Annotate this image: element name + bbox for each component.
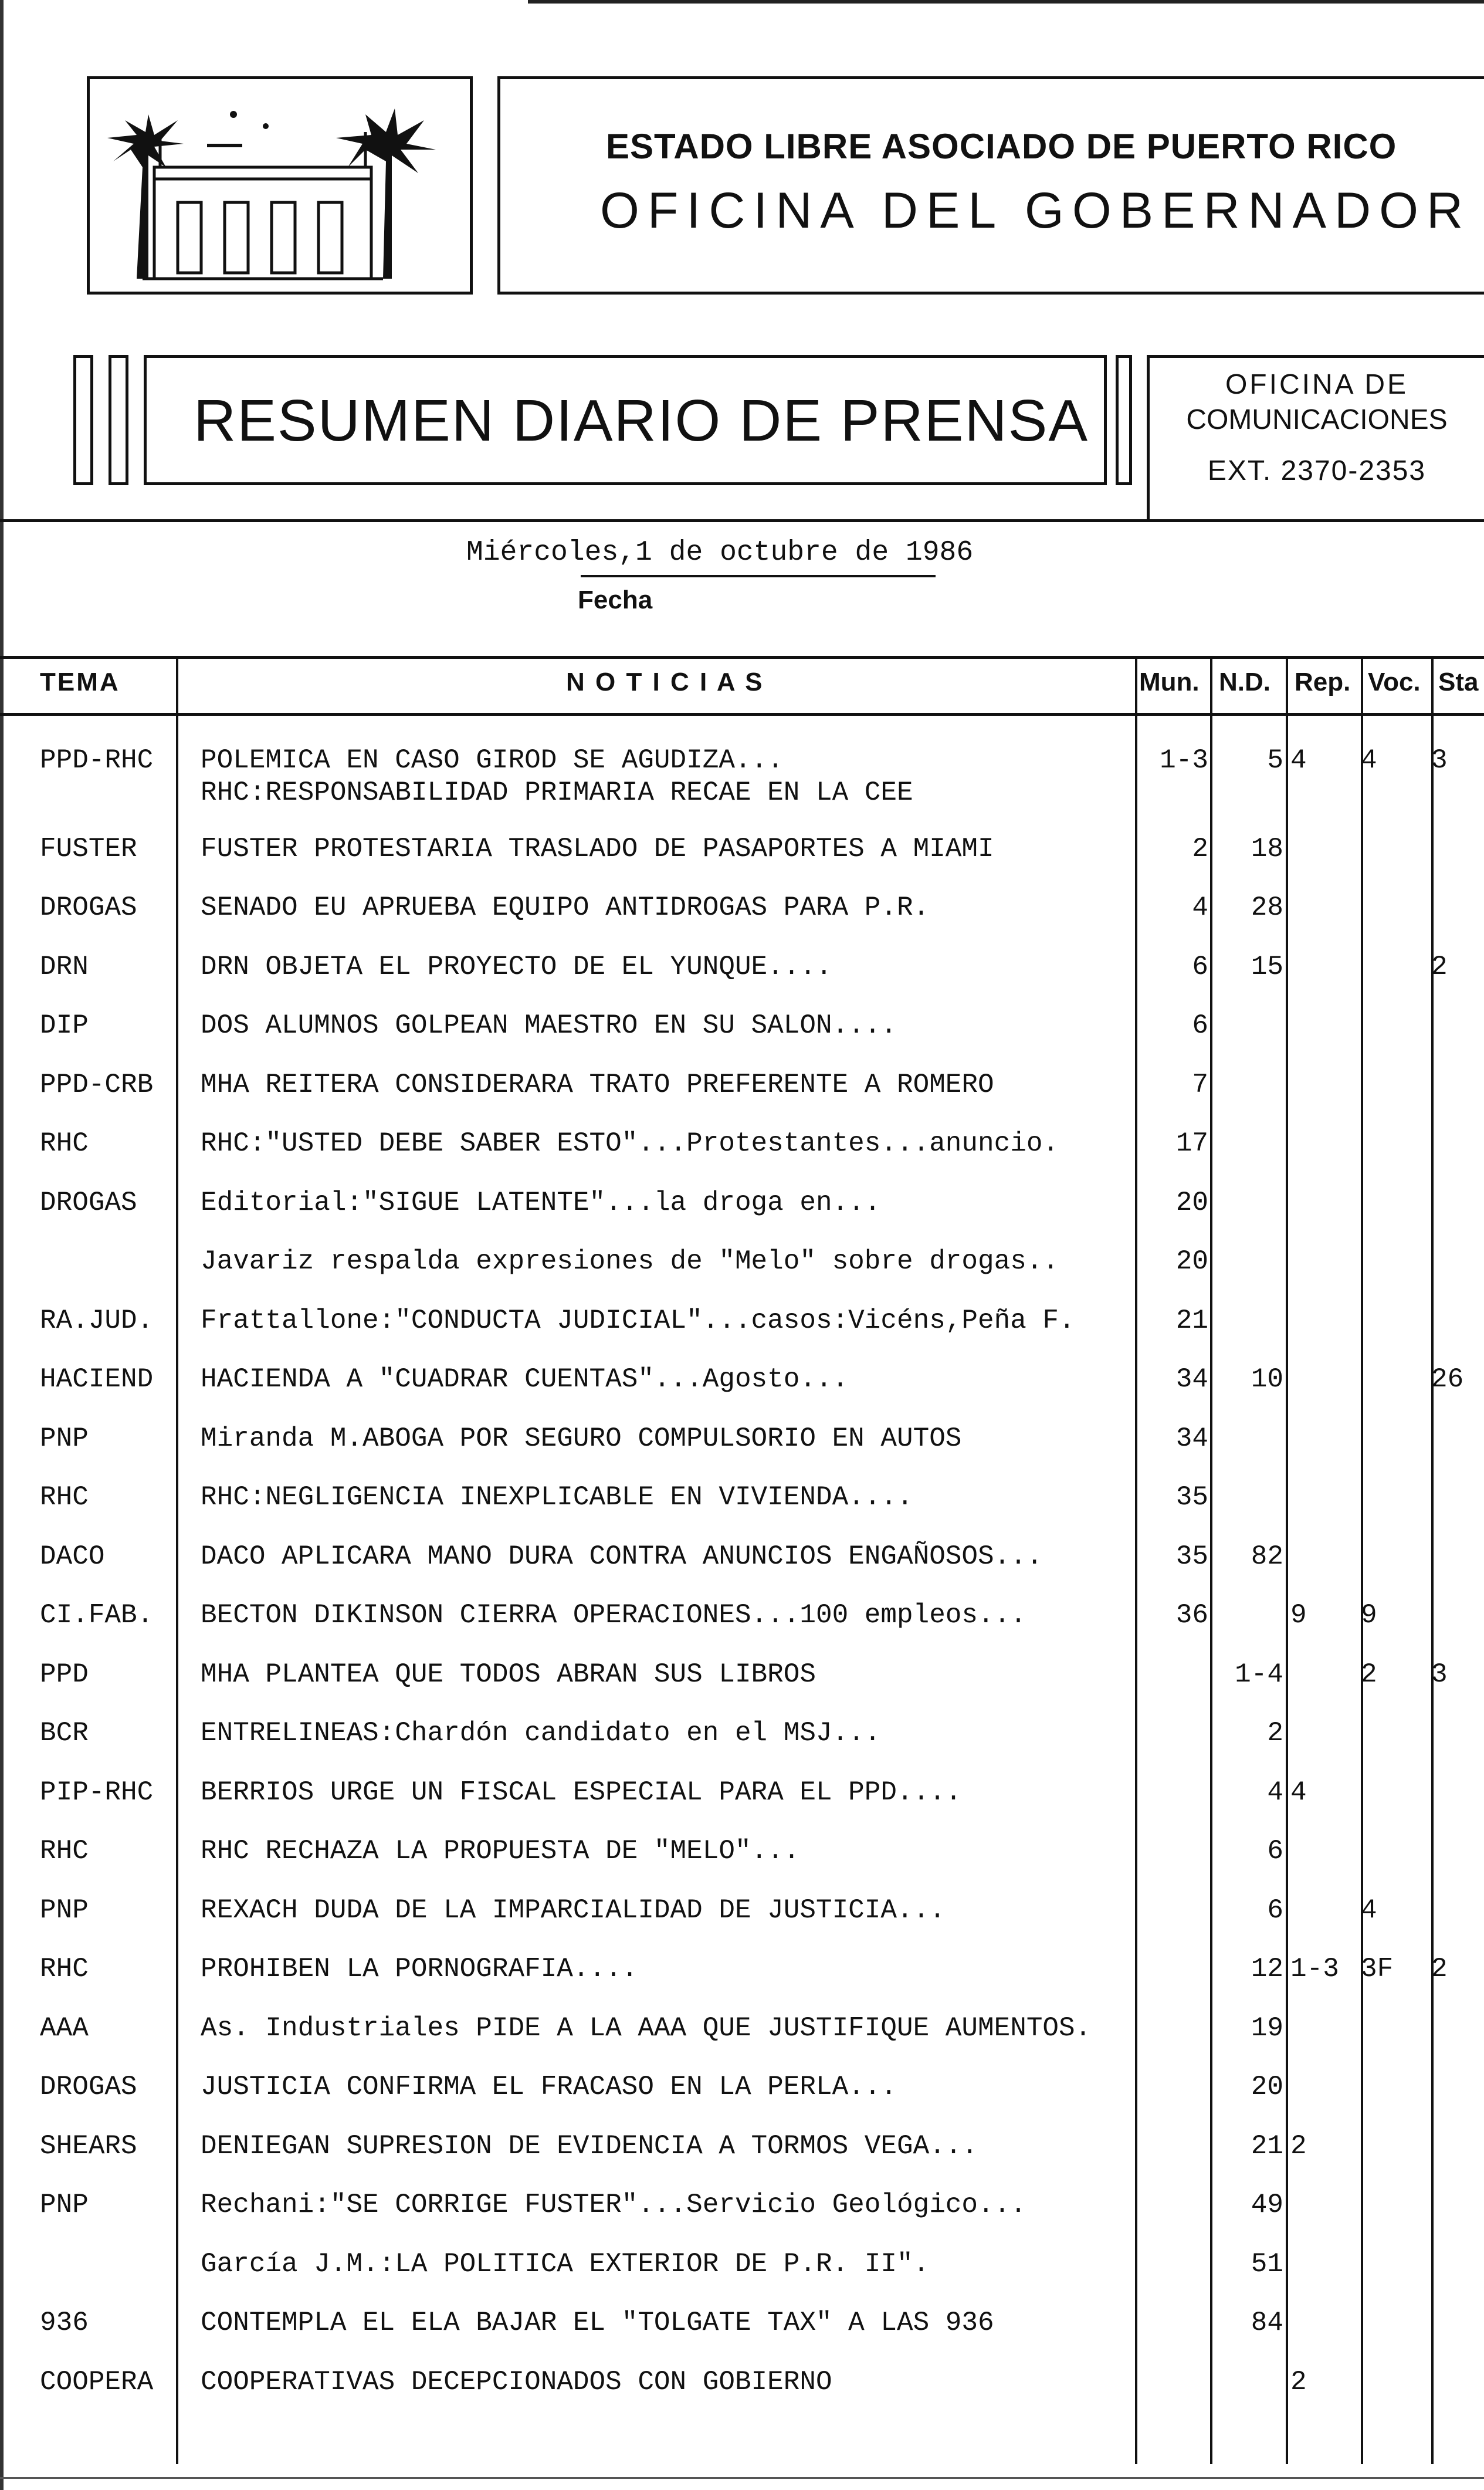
row-nd: 12	[1251, 1954, 1283, 1984]
row-tema: DROGAS	[40, 2072, 137, 2102]
row-noticia: Editorial:"SIGUE LATENTE"...la droga en...	[201, 1187, 881, 1218]
column-header-mun: Mun.	[1139, 668, 1200, 696]
row-noticia: POLEMICA EN CASO GIROD SE AGUDIZA...	[201, 745, 784, 776]
row-tema: HACIEND	[40, 1364, 154, 1395]
row-nd: 1-4	[1235, 1659, 1283, 1690]
row-nd: 18	[1251, 833, 1283, 864]
row-nd: 28	[1251, 892, 1283, 923]
table-row	[0, 1305, 1484, 1364]
row-noticia: Javariz respalda expresiones de "Melo" sobre drogas..	[201, 1246, 1059, 1277]
table-row	[0, 952, 1484, 1010]
table-row	[0, 2013, 1484, 2072]
table-row	[0, 1364, 1484, 1423]
row-mun: 34	[1175, 1423, 1208, 1454]
row-noticia: Miranda M.ABOGA POR SEGURO COMPULSORIO EN AUTOS	[201, 1423, 962, 1454]
row-tema: RHC	[40, 1836, 89, 1866]
row-tema: DROGAS	[40, 892, 137, 923]
logo-box	[87, 76, 473, 295]
table-row	[0, 2367, 1484, 2425]
row-mun: 20	[1175, 1246, 1208, 1277]
table-row	[0, 1070, 1484, 1128]
table-row	[0, 1010, 1484, 1069]
row-mun: 35	[1175, 1541, 1208, 1572]
banner-box	[144, 355, 1107, 485]
row-noticia: MHA PLANTEA QUE TODOS ABRAN SUS LIBROS	[201, 1659, 816, 1690]
row-tema: DRN	[40, 951, 89, 982]
row-nd: 49	[1251, 2190, 1283, 2220]
table-row	[0, 1188, 1484, 1246]
row-mun: 20	[1175, 1187, 1208, 1218]
row-noticia: PROHIBEN LA PORNOGRAFIA....	[201, 1954, 638, 1984]
table-row	[0, 2249, 1484, 2308]
row-noticia: FUSTER PROTESTARIA TRASLADO DE PASAPORTES A MIAMI	[201, 833, 994, 864]
row-tema: PPD-RHC	[40, 745, 154, 776]
row-mun: 17	[1175, 1128, 1208, 1159]
row-sta: 2	[1431, 951, 1448, 982]
row-noticia: ENTRELINEAS:Chardón candidato en el MSJ...	[201, 1718, 881, 1748]
banner-bar-left-2	[109, 355, 128, 485]
table-header-rule	[0, 713, 1484, 716]
date-value: Miércoles,1 de octubre de 1986	[466, 537, 974, 569]
row-sta: 26	[1431, 1364, 1464, 1395]
row-nd: 5	[1267, 745, 1283, 776]
row-voc: 2	[1361, 1659, 1377, 1690]
row-nd: 84	[1251, 2308, 1283, 2338]
table-row	[0, 745, 1484, 808]
row-tema: COOPERA	[40, 2366, 154, 2397]
row-sta: 2	[1431, 1954, 1448, 1984]
row-nd: 21	[1251, 2130, 1283, 2161]
row-noticia: RHC RECHAZA LA PROPUESTA DE "MELO"...	[201, 1836, 800, 1866]
office-name: OFICINA DEL GOBERNADOR	[600, 182, 1472, 239]
row-noticia: COOPERATIVAS DECEPCIONADOS CON GOBIERNO	[201, 2366, 832, 2397]
row-tema: DIP	[40, 1010, 89, 1041]
office-extension: EXT. 2370-2353	[1207, 455, 1427, 486]
row-mun: 2	[1192, 833, 1208, 864]
row-noticia: DRN OBJETA EL PROYECTO DE EL YUNQUE....	[201, 951, 832, 982]
banner-bar-left-1	[73, 355, 93, 485]
scan-top-rule	[528, 0, 1484, 4]
table-row	[0, 2190, 1484, 2248]
banner-title: RESUMEN DIARIO DE PRENSA	[194, 388, 1089, 454]
row-voc: 4	[1361, 1894, 1377, 1926]
column-header-tema: TEMA	[40, 668, 120, 696]
row-mun: 35	[1175, 1482, 1208, 1513]
row-noticia: BECTON DIKINSON CIERRA OPERACIONES...100 empleos...	[201, 1600, 1026, 1630]
table-row	[0, 1954, 1484, 2012]
row-tema: PNP	[40, 2190, 89, 2220]
row-rep: 4	[1290, 1777, 1307, 1808]
header-divider	[0, 519, 1484, 522]
row-mun: 6	[1192, 951, 1208, 982]
row-tema: PNP	[40, 1423, 89, 1454]
row-tema: FUSTER	[40, 833, 137, 864]
column-header-sta: Sta	[1438, 668, 1479, 696]
table-row	[0, 1659, 1484, 1718]
row-nd: 19	[1251, 2012, 1283, 2044]
row-noticia: DACO APLICARA MANO DURA CONTRA ANUNCIOS ENGAÑOSOS...	[201, 1541, 1043, 1572]
table-row	[0, 2131, 1484, 2190]
row-nd: 82	[1251, 1541, 1283, 1572]
row-tema: PIP-RHC	[40, 1777, 154, 1808]
table-row	[0, 2308, 1484, 2366]
table-row	[0, 1482, 1484, 1541]
row-noticia: García J.M.:LA POLITICA EXTERIOR DE P.R. II".	[201, 2248, 930, 2279]
row-tema: RA.JUD.	[40, 1305, 154, 1336]
table-row	[0, 1718, 1484, 1777]
table-row	[0, 1777, 1484, 1836]
government-title-box	[497, 76, 1484, 295]
row-mun: 34	[1175, 1364, 1208, 1395]
row-noticia: JUSTICIA CONFIRMA EL FRACASO EN LA PERLA...	[201, 2072, 897, 2102]
communications-office-box	[1147, 355, 1484, 522]
row-tema: RHC	[40, 1128, 89, 1159]
row-nd: 4	[1267, 1777, 1283, 1808]
row-noticia: Frattallone:"CONDUCTA JUDICIAL"...casos:Vicéns,Peña F.	[201, 1305, 1075, 1336]
scan-bottom-rule	[0, 2477, 1484, 2479]
table-row	[0, 1895, 1484, 1954]
row-voc: 9	[1361, 1600, 1377, 1630]
row-noticia: DOS ALUMNOS GOLPEAN MAESTRO EN SU SALON....	[201, 1010, 897, 1041]
table-row	[0, 1836, 1484, 1894]
row-noticia: As. Industriales PIDE A LA AAA QUE JUSTIFIQUE AUMENTOS.	[201, 2012, 1092, 2044]
row-tema: PPD	[40, 1659, 89, 1690]
row-tema: AAA	[40, 2012, 89, 2044]
row-tema: RHC	[40, 1482, 89, 1513]
row-mun: 21	[1175, 1305, 1208, 1336]
row-nd: 6	[1267, 1836, 1283, 1866]
row-mun: 7	[1192, 1069, 1208, 1100]
row-tema: RHC	[40, 1954, 89, 1984]
row-noticia: Rechani:"SE CORRIGE FUSTER"...Servicio Geológico...	[201, 2190, 1026, 2220]
row-mun: 36	[1175, 1600, 1208, 1630]
office-line-1: OFICINA DE	[1225, 369, 1409, 400]
row-mun: 1-3	[1160, 745, 1208, 776]
table-row	[0, 1600, 1484, 1659]
row-noticia: MHA REITERA CONSIDERARA TRATO PREFERENTE A ROMERO	[201, 1069, 994, 1100]
table-row	[0, 1423, 1484, 1482]
column-header-noticias: N O T I C I A S	[566, 668, 764, 696]
row-sta: 3	[1431, 1659, 1448, 1690]
row-noticia: HACIENDA A "CUADRAR CUENTAS"...Agosto...	[201, 1364, 849, 1395]
table-row	[0, 892, 1484, 951]
row-tema: DROGAS	[40, 1187, 137, 1218]
row-noticia: RHC:"USTED DEBE SABER ESTO"...Protestantes...anuncio.	[201, 1128, 1059, 1159]
row-noticia: BERRIOS URGE UN FISCAL ESPECIAL PARA EL PPD....	[201, 1777, 962, 1808]
row-nd: 2	[1267, 1718, 1283, 1748]
row-rep: 9	[1290, 1600, 1307, 1630]
row-noticia: RHC:NEGLIGENCIA INEXPLICABLE EN VIVIENDA....	[201, 1482, 913, 1513]
row-noticia: DENIEGAN SUPRESION DE EVIDENCIA A TORMOS VEGA...	[201, 2130, 978, 2161]
table-row	[0, 1246, 1484, 1305]
row-tema: PPD-CRB	[40, 1069, 154, 1100]
date-label: Fecha	[578, 586, 653, 614]
table-row	[0, 2072, 1484, 2130]
row-tema: DACO	[40, 1541, 105, 1572]
row-nd: 10	[1251, 1364, 1283, 1395]
row-nd: 15	[1251, 951, 1283, 982]
governor-mansion-logo	[90, 79, 470, 292]
column-header-nd: N.D.	[1219, 668, 1270, 696]
row-rep: 4	[1290, 745, 1307, 776]
banner-bar-right	[1116, 355, 1132, 485]
table-row	[0, 1541, 1484, 1600]
row-mun: 4	[1192, 892, 1208, 923]
row-rep: 2	[1290, 2130, 1307, 2161]
row-mun: 6	[1192, 1010, 1208, 1041]
row-tema: CI.FAB.	[40, 1600, 154, 1630]
row-voc: 4	[1361, 745, 1377, 776]
row-voc: 3F	[1361, 1954, 1394, 1984]
column-header-rep: Rep.	[1295, 668, 1351, 696]
row-sta: 3	[1431, 745, 1448, 776]
office-line-2: COMUNICACIONES	[1186, 404, 1448, 435]
table-row	[0, 1128, 1484, 1187]
row-noticia: CONTEMPLA EL ELA BAJAR EL "TOLGATE TAX" A LAS 936	[201, 2308, 994, 2338]
government-name: ESTADO LIBRE ASOCIADO DE PUERTO RICO	[606, 127, 1397, 166]
row-nd: 20	[1251, 2072, 1283, 2102]
row-rep: 2	[1290, 2366, 1307, 2397]
row-noticia: SENADO EU APRUEBA EQUIPO ANTIDROGAS PARA P.R.	[201, 892, 930, 923]
row-tema: SHEARS	[40, 2130, 137, 2161]
row-noticia-line2: RHC:RESPONSABILIDAD PRIMARIA RECAE EN LA CEE	[201, 777, 913, 808]
row-tema: BCR	[40, 1718, 89, 1748]
date-underline	[581, 575, 936, 577]
row-nd: 6	[1267, 1894, 1283, 1926]
row-nd: 51	[1251, 2248, 1283, 2279]
table-top-rule	[0, 656, 1484, 659]
row-tema: 936	[40, 2308, 89, 2338]
row-tema: PNP	[40, 1894, 89, 1926]
column-header-voc: Voc.	[1368, 668, 1421, 696]
row-noticia: REXACH DUDA DE LA IMPARCIALIDAD DE JUSTICIA...	[201, 1894, 946, 1926]
table-row	[0, 834, 1484, 892]
row-rep: 1-3	[1290, 1954, 1339, 1984]
